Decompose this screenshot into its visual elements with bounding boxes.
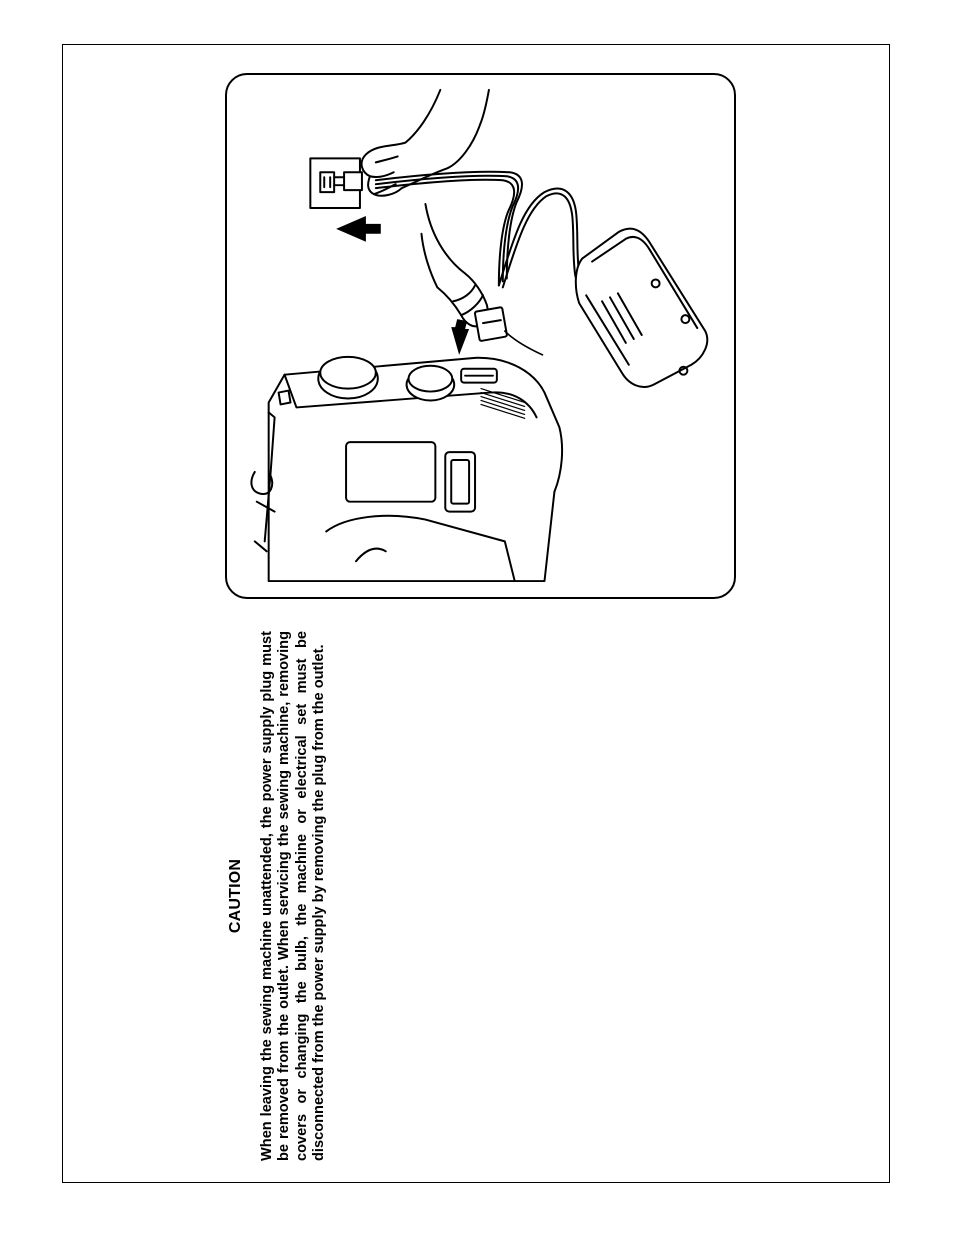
lower-hand-icon: [421, 204, 487, 326]
arrow-down-icon: [451, 319, 469, 355]
caution-body: When leaving the sewing machine unattended, the power supply plug must be removed from the outlet. When servicing the sewing machine, removing covers or changing the bulb, the machine or electrical set must be disconnected from the power supply by removing the plug from the outlet.: [259, 631, 328, 1161]
illustration-panel: [225, 73, 736, 599]
caution-notice: [227, 631, 359, 1161]
sewing-machine-icon: [251, 357, 562, 581]
power-cords: [376, 172, 596, 300]
connector-plug-icon: [475, 307, 508, 341]
foot-controller-icon: [576, 229, 707, 387]
unplug-illustration: [227, 75, 734, 597]
arrow-left-icon: [336, 216, 381, 242]
caution-title: CAUTION: [227, 858, 244, 934]
